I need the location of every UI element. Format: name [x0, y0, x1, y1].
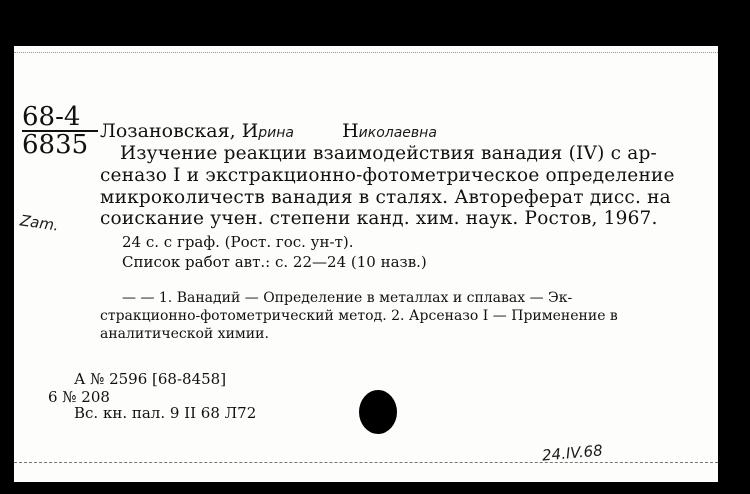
top-dotted-edge: [14, 52, 718, 53]
catalog-card: [14, 46, 718, 482]
accession-line-3: Вс. кн. пал. 9 II 68 Л72: [74, 404, 257, 422]
subjects-line-2: стракционно-фотометрический метод. 2. Арсеназо I — Применение в: [100, 308, 618, 324]
handwritten-date: 24.IV.68: [541, 441, 604, 465]
ink-blot: [359, 390, 397, 434]
pages-line: 24 с. с граф. (Рост. гос. ун-т).: [122, 233, 354, 251]
accession-line-2: 6 № 208: [48, 388, 110, 406]
patronymic-handwritten: иколаевна: [358, 125, 437, 141]
works-line: Список работ авт.: с. 22—24 (10 назв.): [122, 253, 427, 271]
author-surname: Лозановская, И: [100, 120, 259, 142]
subjects-line-1: — — 1. Ванадий — Определение в металлах и сплавах — Эк-: [122, 290, 573, 306]
call-number-bottom: 6835: [22, 130, 89, 160]
call-number: [22, 104, 98, 158]
accession-line-1: А № 2596 [68-8458]: [74, 370, 227, 388]
patronymic-initial: Н: [342, 120, 359, 142]
title-line-2: сеназо I и экстракционно-фотометрическое определение: [100, 165, 675, 186]
author-line: [100, 120, 437, 142]
title-line-4: соискание учен. степени канд. хим. наук. Ростов, 1967.: [100, 208, 658, 229]
title-line-3: микроколичеств ванадия в сталях. Автореферат дисс. на: [100, 187, 671, 208]
title-line-1: Изучение реакции взаимодействия ванадия (IV) с ар-: [120, 143, 657, 164]
call-number-top: 68-4: [22, 104, 98, 132]
subjects-line-3: аналитической химии.: [100, 326, 269, 342]
margin-handwritten-mark: Zam.: [18, 211, 60, 235]
bottom-dotted-edge: [14, 462, 718, 463]
author-given-handwritten: рина: [258, 125, 294, 141]
